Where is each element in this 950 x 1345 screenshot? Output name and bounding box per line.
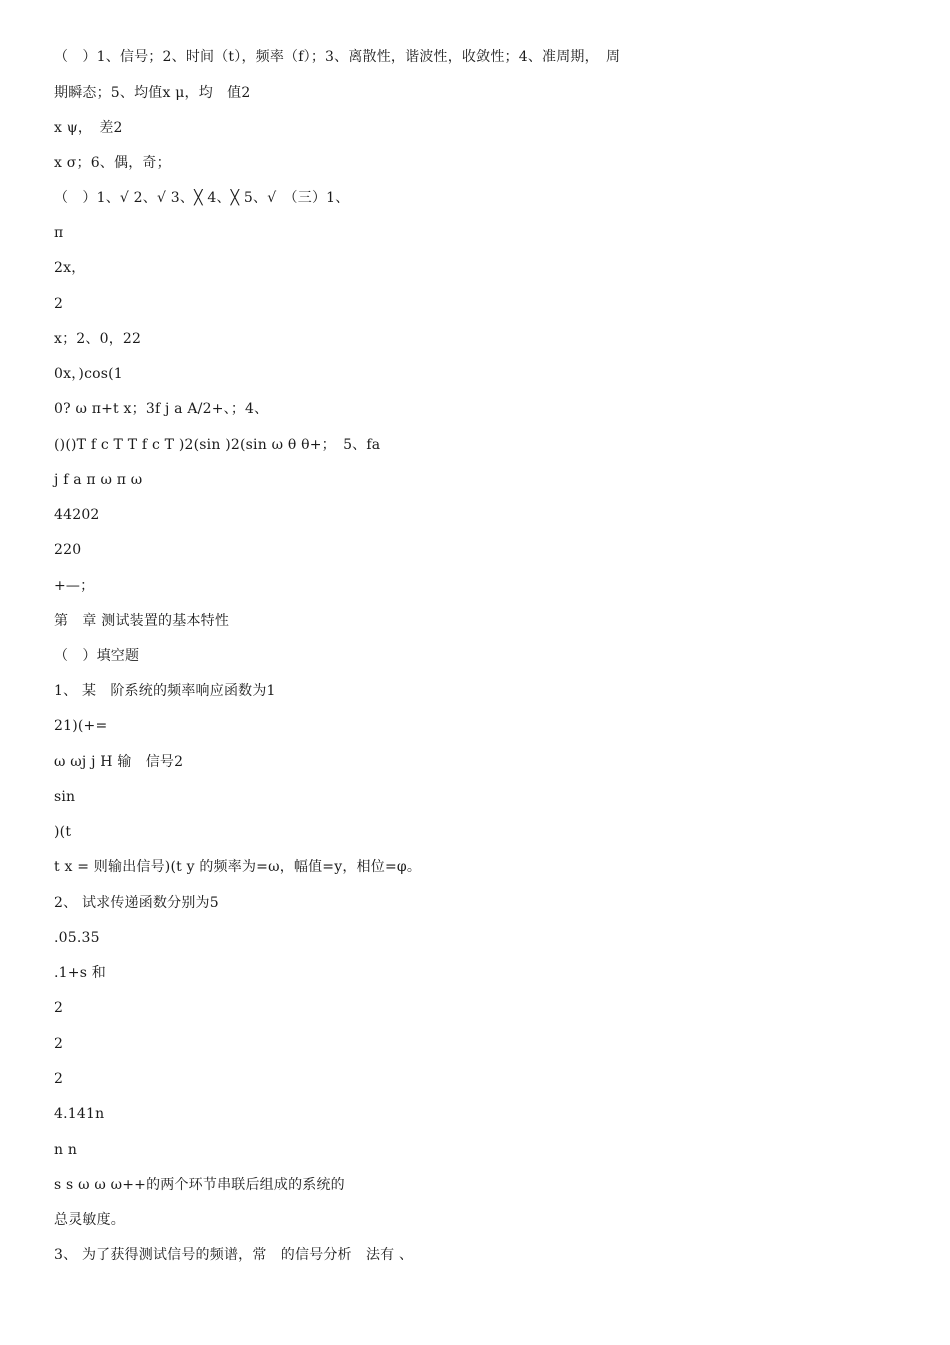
text-line: n n <box>54 1142 78 1158</box>
subsection-heading: （ ）填空题 <box>54 648 140 664</box>
text-line: 3、 为了获得测试信号的频谱，常 的信号分析 法有 、 <box>54 1247 414 1263</box>
text-line: 0? ω π+t x；3f j a A/2+、；4、 <box>54 401 269 417</box>
text-line: .05.35 <box>54 930 100 946</box>
text-line: s s ω ω ω++的两个环节串联后组成的系统的 <box>54 1177 345 1193</box>
text-line: π <box>54 225 64 241</box>
text-line: 2 <box>54 1000 64 1016</box>
text-line: sin <box>54 789 76 805</box>
text-line: 0x，)cos(1 <box>54 366 123 382</box>
text-line: 2x， <box>54 260 86 276</box>
text-line: 总灵敏度。 <box>54 1212 125 1228</box>
text-line: 4.141n <box>54 1106 105 1122</box>
text-line: +—； <box>54 578 95 594</box>
text-line: x σ；6、偶，奇； <box>54 155 171 171</box>
text-line: 1、 某 阶系统的频率响应函数为1 <box>54 683 276 699</box>
text-line: 2 <box>54 1071 64 1087</box>
text-line: ()()T f c T T f c T )2(sin )2(sin ω θ θ+； 5、fa <box>54 437 381 453</box>
text-line: 期瞬态；5、均值x μ，均 值2 <box>54 85 251 101</box>
text-line: 2、 试求传递函数分别为5 <box>54 895 219 911</box>
text-line: x；2、0，22 <box>54 331 142 347</box>
text-line: 2 <box>54 296 64 312</box>
section-heading: 第 章 测试装置的基本特性 <box>54 613 230 629</box>
text-line: 44202 <box>54 507 100 523</box>
text-line: x ψ， 差2 <box>54 120 123 136</box>
text-line: （ ）1、√ 2、√ 3、╳ 4、╳ 5、√ （三）1、 <box>54 190 350 206</box>
text-line: t x = 则输出信号)(t y 的频率为=ω，幅值=y，相位=φ。 <box>54 859 422 875</box>
text-line: 21)(+= <box>54 718 108 734</box>
text-line: )(t <box>54 824 72 840</box>
text-line: ω ωj j H 输 信号2 <box>54 754 184 770</box>
text-line: （ ）1、信号；2、时间（t），频率（f）；3、离散性，谐波性，收敛性；4、准周期， 周 <box>54 49 621 65</box>
text-line: .1+s 和 <box>54 965 106 981</box>
text-line: 220 <box>54 542 82 558</box>
text-line: j f a π ω π ω <box>54 472 143 488</box>
text-line: 2 <box>54 1036 64 1052</box>
